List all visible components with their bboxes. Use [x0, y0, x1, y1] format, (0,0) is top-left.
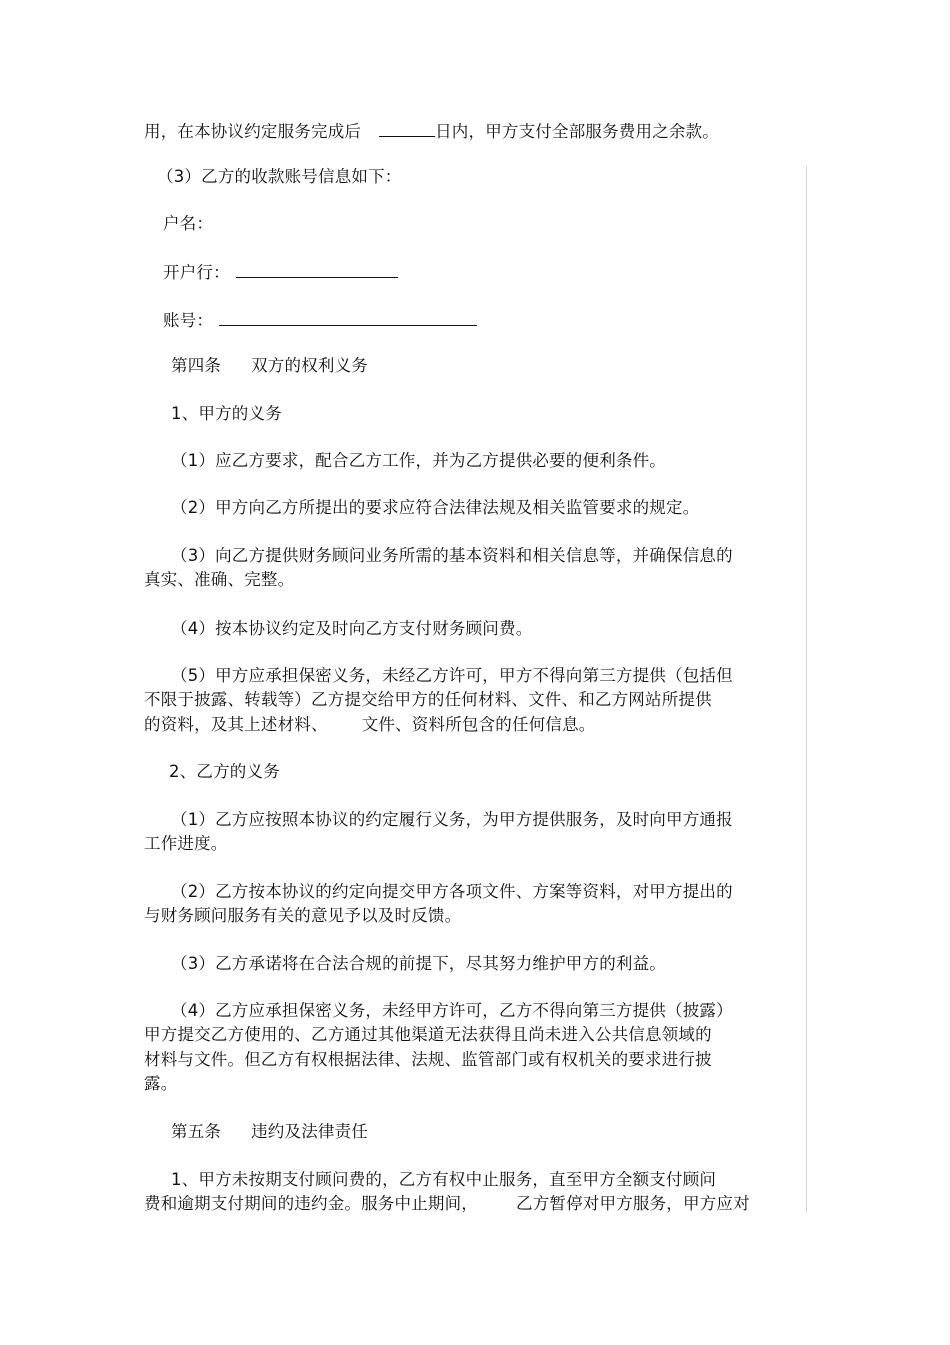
account-number-label: 账号：	[163, 311, 214, 330]
party-b-heading: 2、乙方的义务	[169, 762, 280, 781]
party-a-item-4: （4）按本协议约定及时向乙方支付财务顾问费。	[171, 619, 533, 638]
account-number-blank	[219, 307, 477, 326]
party-b-item-1-line-1: （1）乙方应按照本协议的约定履行义务，为甲方提供服务，及时向甲方通报	[171, 810, 733, 829]
payment-tail-line	[144, 118, 719, 143]
party-b-item-4-line-3: 材料与文件。但乙方有权根据法律、法规、监管部门或有权机关的要求进行披	[144, 1050, 712, 1069]
party-b-item-2-line-2: 与财务顾问服务有关的意见予以及时反馈。	[144, 906, 462, 925]
article5-title: 第五条	[171, 1122, 222, 1141]
days-blank	[379, 118, 435, 137]
party-a-item-3-line-2: 真实、准确、完整。	[144, 570, 295, 589]
bank-blank	[236, 259, 398, 278]
payment-tail-before: 用，在本协议约定服务完成后	[144, 122, 362, 141]
article5-heading	[171, 1121, 368, 1143]
article4-heading	[171, 355, 368, 377]
right-margin-rule	[806, 166, 807, 1212]
party-b-item-1-line-2: 工作进度。	[144, 834, 228, 853]
party-b-item-4-line-2: 甲方提交乙方使用的、乙方通过其他渠道无法获得且尚未进入公共信息领域的	[144, 1025, 712, 1044]
party-b-item-3: （3）乙方承诺将在合法合规的前提下，尽其努力维护甲方的利益。	[171, 954, 666, 973]
party-a-item-1: （1）应乙方要求，配合乙方工作，并为乙方提供必要的便利条件。	[171, 451, 666, 470]
party-a-item-5-line-1: （5）甲方应承担保密义务，未经乙方许可，甲方不得向第三方提供（包括但	[171, 666, 733, 685]
article5-item-1-line-2	[144, 1193, 750, 1215]
article5-item-1-line-2a: 费和逾期支付期间的违约金。服务中止期间，	[144, 1194, 478, 1213]
account-number-line	[163, 307, 477, 332]
bank-line	[163, 259, 398, 284]
party-a-item-5-line-2: 不限于披露、转载等）乙方提交给甲方的任何材料、文件、和乙方网站所提供	[144, 690, 712, 709]
bank-label: 开户行：	[163, 263, 230, 282]
party-a-item-5-line-3b: 文件、资料所包含的任何信息。	[361, 715, 596, 734]
article5-item-1-line-1: 1、甲方未按期支付顾问费的，乙方有权中止服务，直至甲方全额支付顾问	[171, 1170, 717, 1189]
party-b-item-4-line-4: 露。	[144, 1074, 178, 1093]
party-a-item-5-line-3a: 的资料，及其上述材料、	[144, 715, 328, 734]
party-b-item-2-line-1: （2）乙方按本协议的约定向提交甲方各项文件、方案等资料，对甲方提出的	[171, 882, 733, 901]
account-holder-label: 户名：	[163, 214, 214, 233]
party-a-heading: 1、甲方的义务	[171, 404, 282, 423]
article5-subtitle: 违约及法律责任	[251, 1122, 369, 1141]
party-a-item-5-line-3	[144, 714, 596, 736]
party-a-item-2: （2）甲方向乙方所提出的要求应符合法律法规及相关监管要求的规定。	[171, 498, 700, 517]
article4-subtitle: 双方的权利义务	[251, 356, 369, 375]
article5-item-1-line-2b: 乙方暂停对甲方服务，甲方应对	[516, 1194, 750, 1213]
payment-tail-after: 日内，甲方支付全部服务费用之余款。	[435, 122, 720, 141]
party-b-item-4-line-1: （4）乙方应承担保密义务，未经甲方许可，乙方不得向第三方提供（披露）	[171, 1001, 733, 1020]
account-info-intro: （3）乙方的收款账号信息如下：	[157, 167, 402, 186]
article4-title: 第四条	[171, 356, 222, 375]
party-a-item-3-line-1: （3）向乙方提供财务顾问业务所需的基本资料和相关信息等，并确保信息的	[171, 546, 733, 565]
